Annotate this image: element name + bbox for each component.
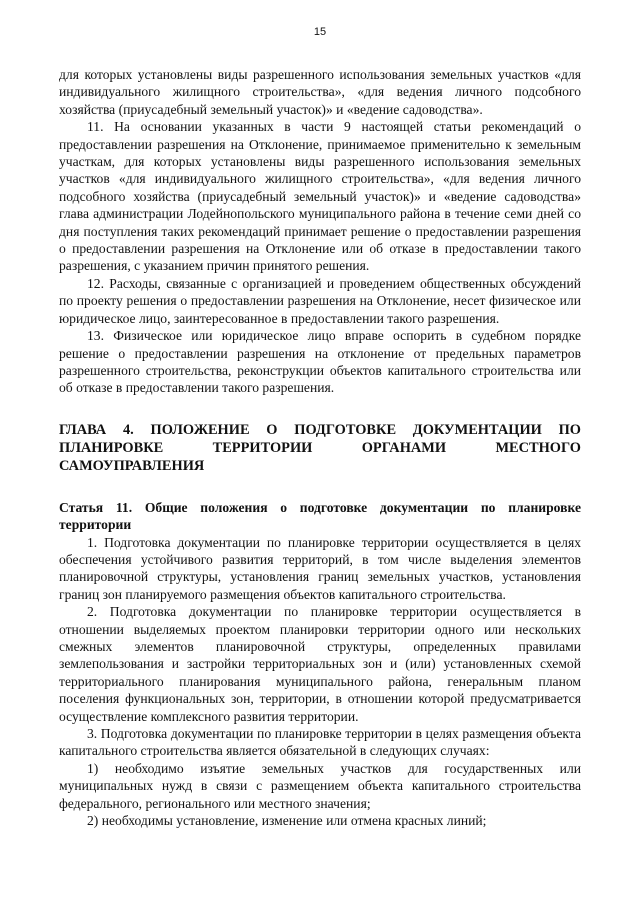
paragraph: 13. Физическое или юридическое лицо вправе оспорить в судебном порядке решение о предоставлении разрешения на отклонение от предельных параметров разрешенного строительства, реконструкции объектов капитального строительства или об отказе в предоставлении такого разрешения. (59, 328, 581, 396)
list-item: 2) необходимы установление, изменение или отмена красных линий; (87, 813, 487, 829)
article-title: Статья 11. Общие положения о подготовке документации по планировке территории (59, 499, 581, 533)
paragraph: 3. Подготовка документации по планировке территории в целях размещения объекта капитального строительства является обязательной в следующих случаях: (59, 726, 581, 759)
list-item: 1) необходимо изъятие земельных участков для государственных или муниципальных нужд в связи с размещением объекта капитального строительства федерального, регионального или местного значения; (59, 760, 581, 811)
page-number: 15 (313, 26, 327, 38)
chapter-title: ГЛАВА 4. ПОЛОЖЕНИЕ О ПОДГОТОВКЕ ДОКУМЕНТАЦИИ ПО ПЛАНИРОВКЕ ТЕРРИТОРИИ ОРГАНАМИ МЕСТНОГО САМОУПРАВЛЕНИЯ (59, 421, 581, 474)
paragraph: 11. На основании указанных в части 9 настоящей статьи рекомендаций о предоставлении разрешения на Отклонение, принимаемое применительно к земельным участкам, для которых установлены виды разрешенного использования земельных участков «для индивидуального жилищного строительства», «для ведения личного подсобного хозяйства (приусадебный земельный участок)» и «ведение садоводства» глава администрации Лодейнопольского муниципального района в течение семи дней со дня поступления таких рекомендаций принимает решение о предоставлении разрешения о предоставлении разрешения на Отклонение или об отказе в предоставлении такого разрешения, с указанием причин принятого решения. (59, 119, 581, 274)
paragraph: для которых установлены виды разрешенного использования земельных участков «для индивидуального жилищного строительства», «для ведения личного подсобного хозяйства (приусадебный земельный участок)» и «ведение садоводства». (59, 67, 581, 117)
paragraph: 2. Подготовка документации по планировке территории осуществляется в отношении выделяемых проектом планировки территории одного или нескольких смежных элементов планировочной структуры, определенных правилами землепользования и застройки территориальных зон и (или) установленных схемой территориального планирования муниципального района, генеральным планом поселения функциональных зон, территории, в отношении которой предусматривается осуществление комплексного развития территории. (59, 604, 581, 724)
document-body (59, 66, 581, 829)
paragraph: 12. Расходы, связанные с организацией и проведением общественных обсуждений по проекту решения о предоставлении разрешения на Отклонение, несет физическое или юридическое лицо, заинтересованное в предоставлении такого разрешения. (59, 275, 581, 326)
paragraph: 1. Подготовка документации по планировке территории осуществляется в целях обеспечения устойчивого развития территорий, в том числе выделения элементов планировочной структуры, установления границ земельных участков, установления границ зон планируемого размещения объектов капитального строительства. (59, 534, 581, 602)
